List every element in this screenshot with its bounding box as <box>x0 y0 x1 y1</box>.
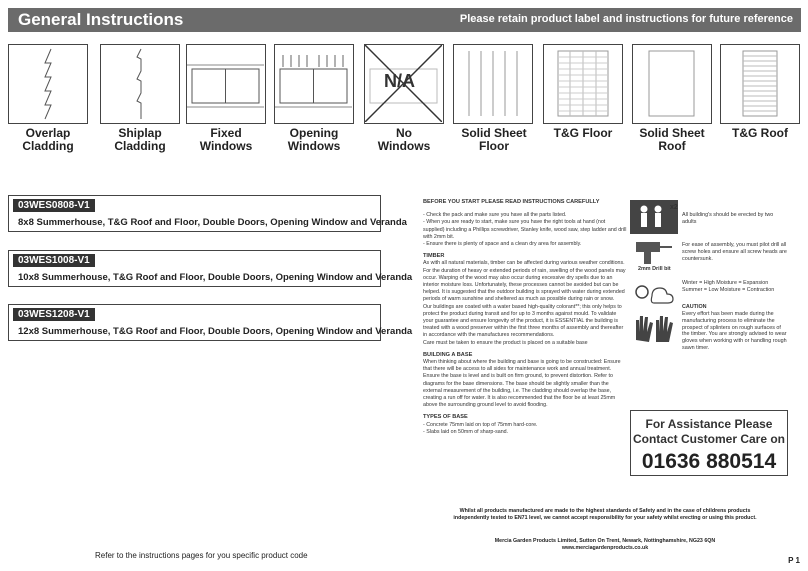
shiplap-cladding-icon <box>101 45 178 122</box>
tile-label-overlap: Overlap Cladding <box>22 126 74 153</box>
weather-note-winter: Winter = High Moisture = Expansion <box>682 280 769 286</box>
drill-note: For ease of assembly, you must pilot drill all screw holes and ensure all screw heads are countersunk. <box>682 242 787 262</box>
people-note: All building's should be erected by two adults <box>682 212 774 225</box>
header-bar <box>8 8 801 32</box>
product-code: 03WES1208-V1 <box>13 308 95 321</box>
timber-paragraph: Our buildings are coated with a water based high-quality colorant**; this only helps to protect the product during transit and for up to 3 months against mould. To validate your guarantee and ensure longevity of the product, it is ESSENTIAL the building is treated with a wood preserver within the first three months of assembly and thereafter in accordance with the manufactures recommendations. <box>423 303 624 339</box>
person-icon <box>655 206 662 213</box>
tg-roof-icon <box>721 45 798 122</box>
product-box-1008 <box>8 250 413 287</box>
base-heading: BUILDING A BASE <box>423 351 473 358</box>
timber-paragraph: As with all natural materials, timber can be affected during various weather conditions. For the duration of heavy or extended periods of rain, swelling of the wood panels may occur. Warping of the wood may also occur during excessive dry spells due to an interior moisture loss. Unfortunately, these processes cannot be avoided but can be helped. It is suggested that the outdoor building is sprayed with water during extended periods of warm sunshine and sheltered as much as possible during rain or snow. <box>423 260 626 303</box>
instructions-heading: BEFORE YOU START PLEASE READ INSTRUCTIONS CAREFULLY <box>423 199 600 205</box>
weather-note-summer: Summer = Low Moisture = Contraction <box>682 287 775 293</box>
instructions-column <box>423 199 628 436</box>
footer-note: Refer to the instructions pages for you specific product code <box>95 551 308 560</box>
types-line: - Slabs laid on 50mm of sharp-sand. <box>423 428 509 435</box>
types-line: - Concrete 75mm laid on top of 75mm hard-core. <box>423 421 538 428</box>
solid-roof-icon <box>633 45 710 122</box>
na-overlay: N/A <box>384 71 415 91</box>
tile-label-no-windows: No Windows <box>377 126 431 153</box>
opening-windows-tile <box>274 44 354 124</box>
tg-floor-icon <box>544 45 621 122</box>
fixed-window-icon <box>187 45 264 122</box>
caution-note: Every effort has been made during the manufacturing process to eliminate the prospect of splinters on rough surfaces of the timber. You are strongly advised to wear gloves when working with or handling rough sawn timer. <box>682 311 787 351</box>
tile-label-solid-floor: Solid Sheet Floor <box>461 126 527 153</box>
drill-icon <box>636 242 660 252</box>
product-desc: 10x8 Summerhouse, T&G Roof and Floor, Double Doors, Opening Window and Veranda <box>18 272 413 283</box>
solid-sheet-roof-tile <box>632 44 712 124</box>
opening-window-icon <box>275 45 352 122</box>
timber-heading: TIMBER <box>423 253 445 260</box>
solid-sheet-floor-tile <box>453 44 533 124</box>
intro-line: - Check the pack and make sure you have all the parts listed. <box>423 212 567 219</box>
tile-label-tg-floor: T&G Floor <box>553 126 613 140</box>
product-code: 03WES0808-V1 <box>13 199 95 212</box>
company-address: Mercia Garden Products Limited, Sutton On Trent, Newark, Nottinghamshire, NG23 6QN www.merciagardenproducts.co.uk <box>494 538 716 551</box>
person-icon <box>641 206 648 213</box>
tile-label-fixed: Fixed Windows <box>199 126 253 153</box>
tile-label-shiplap: Shiplap Cladding <box>114 126 166 153</box>
product-code: 03WES1008-V1 <box>13 254 95 267</box>
no-windows-tile <box>364 44 444 124</box>
tile-label-tg-roof: T&G Roof <box>732 126 788 140</box>
base-paragraph: Ensure the base is level and is built on firm ground, to prevent distortion. Refer to diagrams for the base dimensions. The base should be slightly smaller than the external measurement of the building, i.e. The cladding should overlap the base, creating a run off for water. It is also recommended that the floor be at least 25mm above the surrounding ground level to avoid flooding. <box>423 373 616 409</box>
tile-label-opening: Opening Windows <box>287 126 341 153</box>
timber-paragraph: Care must be taken to ensure the product is placed on a suitable base <box>423 339 588 346</box>
header-note: Please retain product label and instructions for future reference <box>459 13 793 25</box>
info-panel <box>630 200 788 360</box>
tile-label-solid-roof: Solid Sheet Roof <box>639 126 705 153</box>
assist-line2: Contact Customer Care on <box>632 432 786 446</box>
overlap-cladding-icon <box>9 45 86 122</box>
types-heading: TYPES OF BASE <box>423 414 468 421</box>
product-box-1208 <box>8 304 413 341</box>
product-box-0808 <box>8 195 407 232</box>
base-paragraph: When thinking about where the building and base is going to be constructed: Ensure that there will be access to all sides for maintenance work and annual treatment. <box>423 359 621 373</box>
page-number: P 1 <box>788 556 800 565</box>
phone-number: 01636 880514 <box>641 450 777 473</box>
x2-label: x2 <box>670 204 678 211</box>
cloud-icon <box>651 288 673 303</box>
intro-line: - Ensure there is plenty of space and a clean dry area for assembly. <box>423 241 582 248</box>
page-title: General Instructions <box>18 10 184 29</box>
gloves-icon <box>636 316 673 342</box>
solid-floor-icon <box>454 45 531 122</box>
caution-heading: CAUTION <box>682 304 707 310</box>
product-desc: 12x8 Summerhouse, T&G Roof and Floor, Double Doors, Opening Window and Veranda <box>18 326 413 337</box>
fixed-windows-tile <box>186 44 266 124</box>
panel-icons <box>630 200 680 360</box>
shiplap-cladding-tile <box>100 44 180 124</box>
overlap-cladding-tile <box>8 44 88 124</box>
drill-bit-label: 2mm Drill bit <box>638 266 671 272</box>
product-desc: 8x8 Summerhouse, T&G Roof and Floor, Double Doors, Opening Window and Veranda <box>18 217 407 228</box>
assistance-box <box>630 410 788 476</box>
assist-line1: For Assistance Please <box>645 417 773 431</box>
sun-icon <box>636 286 648 298</box>
intro-line: - When you are ready to start, make sure you have the right tools at hand (not supplied) including a Phillips screwdriver, Stanley knife, wood saw, step ladder and drill with 2mm bit. <box>423 219 627 240</box>
tg-floor-tile <box>543 44 623 124</box>
disclaimer: Whilst all products manufactured are made to the highest standards of Safety and in the case of childrens products independently tested to EN71 level, we cannot accept responsibility for your safety whilst erecting or using this product. <box>453 508 757 521</box>
tg-roof-tile <box>720 44 800 124</box>
